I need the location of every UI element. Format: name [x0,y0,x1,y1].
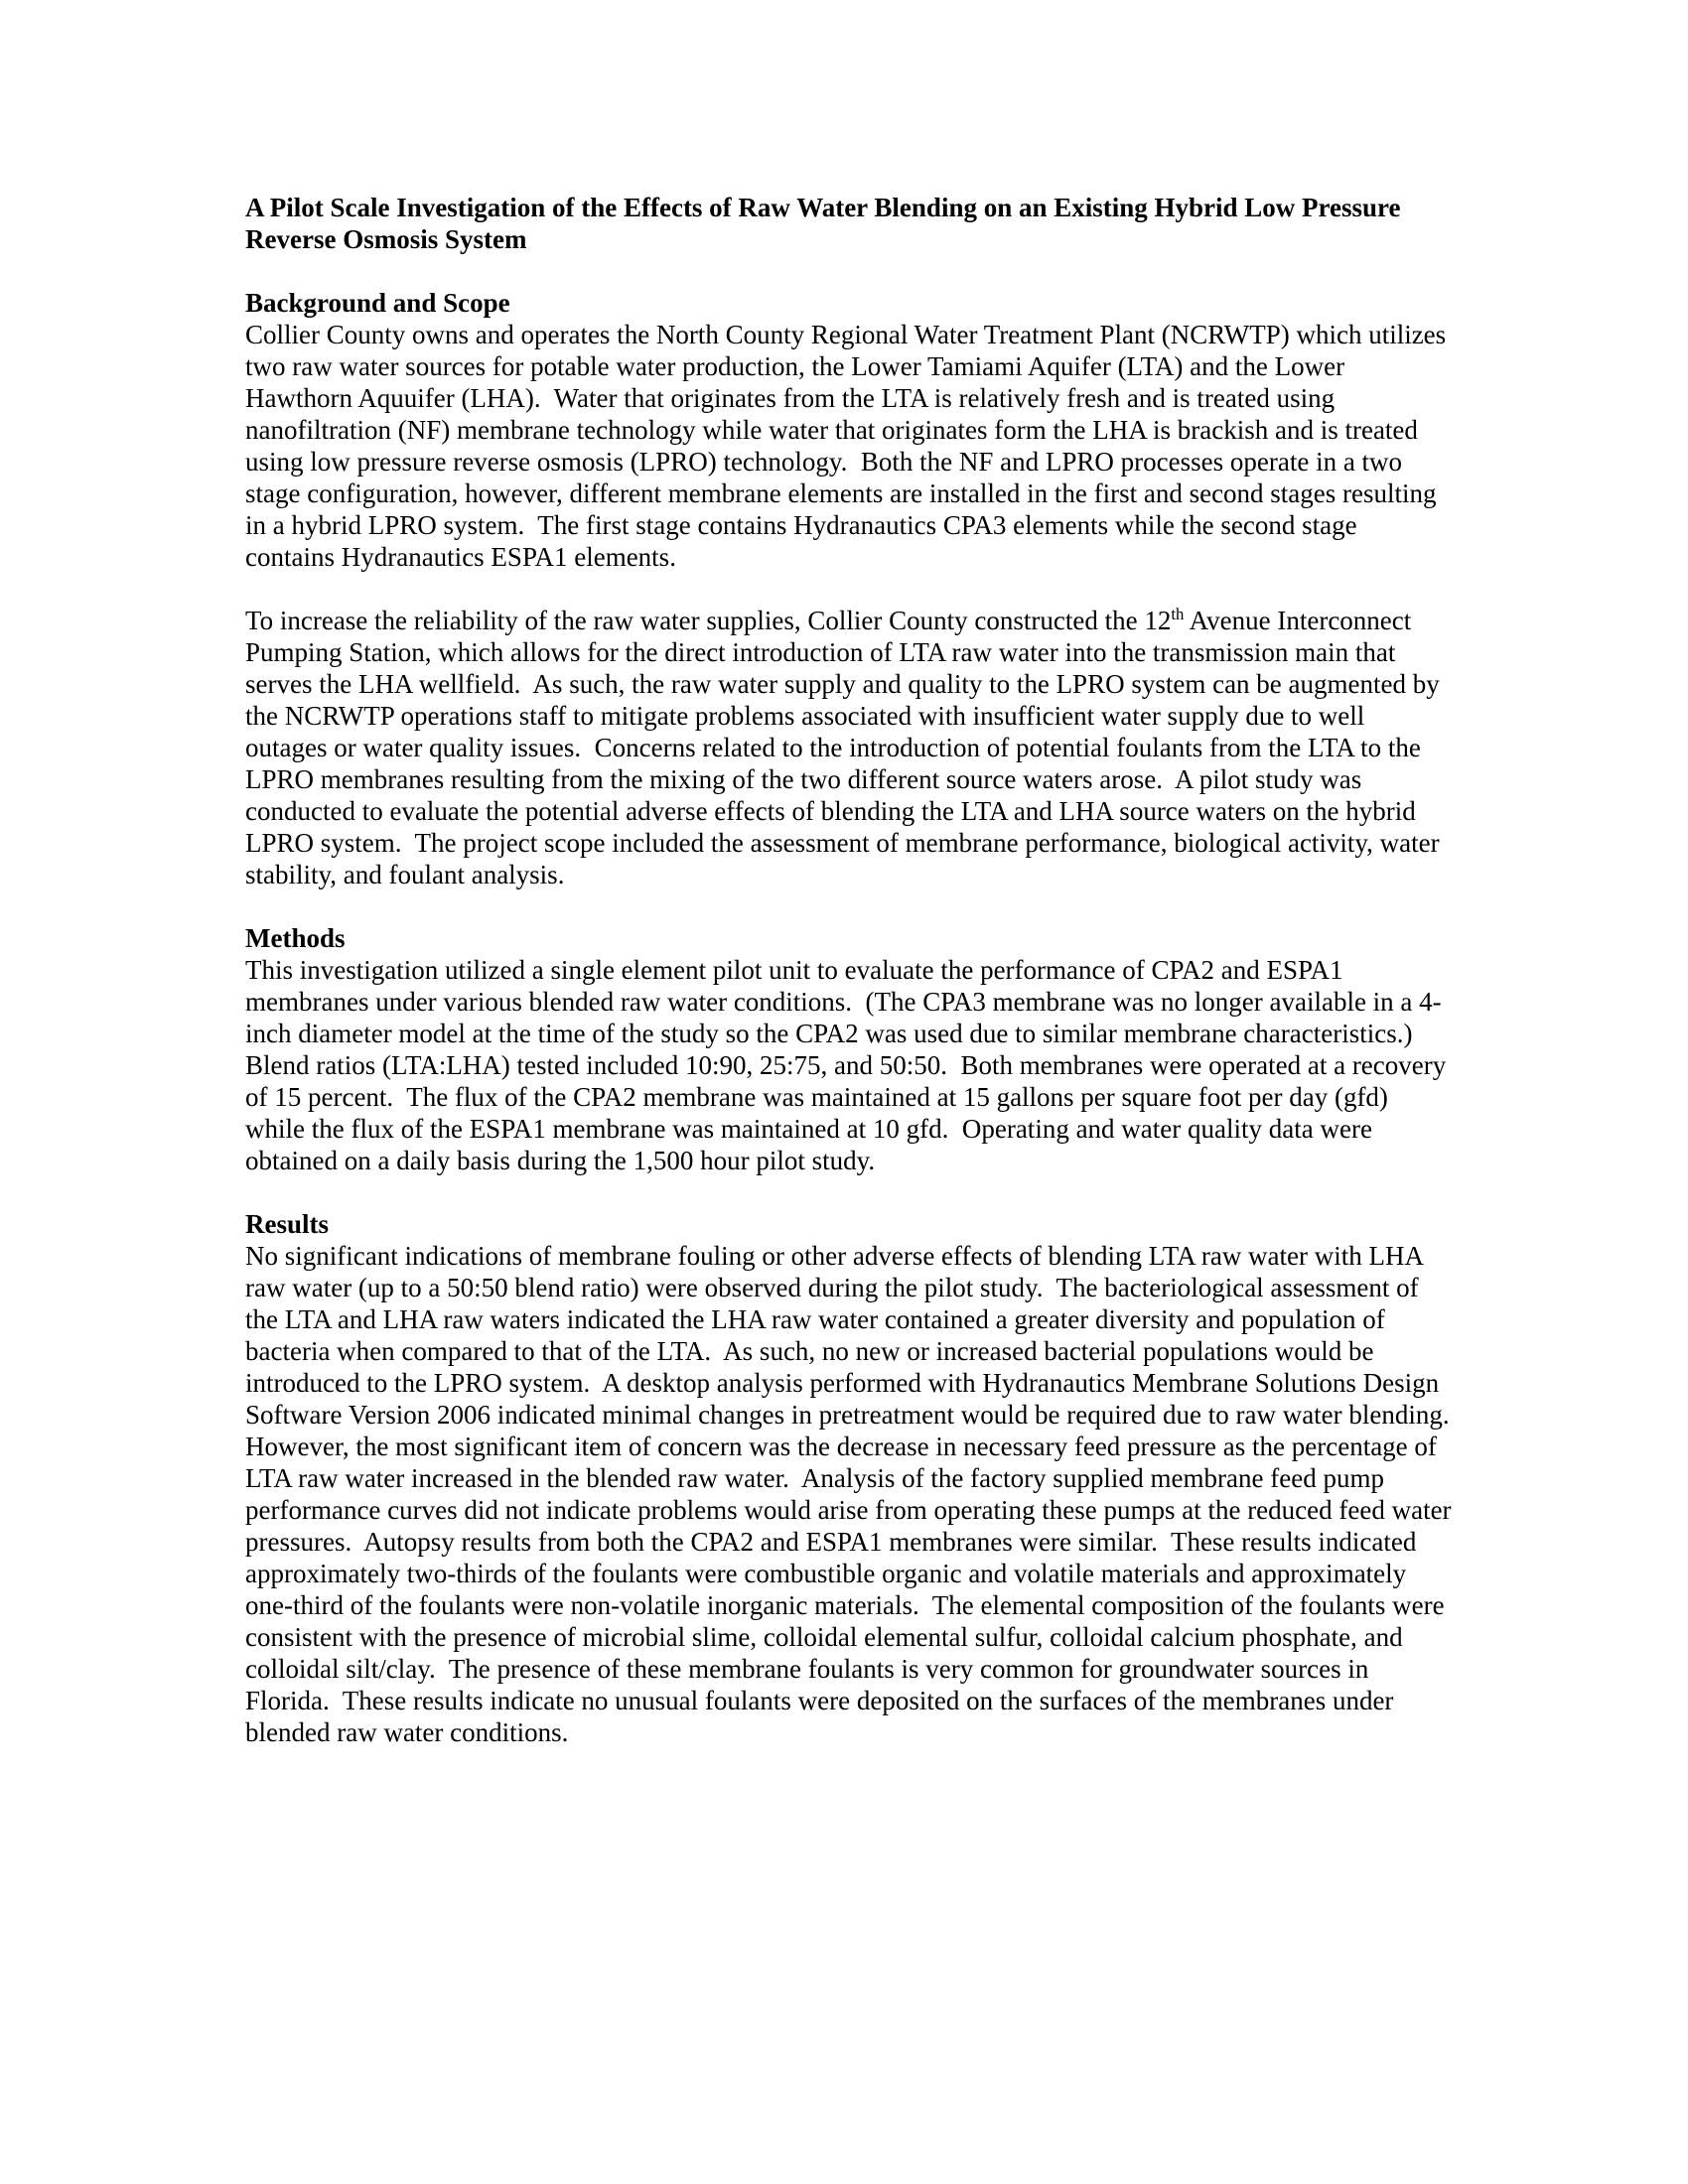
results-paragraph: No significant indications of membrane fouling or other adverse effects of blending LTA raw water with LHA raw water (up to a 50:50 blend ratio) were observed during the pilot study. The bacteriological assessment of the LTA and LHA raw waters indicated the LHA raw water contained a greater diversity and population of bacteria when compared to that of the LTA. As such, no new or increased bacterial populations would be introduced to the LPRO system. A desktop analysis performed with Hydranautics Membrane Solutions Design Software Version 2006 indicated minimal changes in pretreatment would be required due to raw water blending. However, the most significant item of concern was the decrease in necessary feed pressure as the percentage of LTA raw water increased in the blended raw water. Analysis of the factory supplied membrane feed pump performance curves did not indicate problems would arise from operating these pumps at the reduced feed water pressures. Autopsy results from both the CPA2 and ESPA1 membranes were similar. These results indicated approximately two-thirds of the foulants were combustible organic and volatile materials and approximately one-third of the foulants were non-volatile inorganic materials. The elemental composition of the foulants were consistent with the presence of microbial slime, colloidal elemental sulfur, colloidal calcium phosphate, and colloidal silt/clay. The presence of these membrane foulants is very common for groundwater sources in Florida. These results indicate no unusual foulants were deposited on the surfaces of the membranes under blended raw water conditions. [245,1241,1464,1747]
background-paragraph-2-text-pre: To increase the reliability of the raw water supplies, Collier County constructed the 12 [245,606,1172,635]
background-paragraph-2-text-post: Avenue Interconnect Pumping Station, which allows for the direct introduction of LTA raw water into the transmission main that serves the LHA wellfield. As such, the raw water supply and quality to the LPRO system can be augmented by the NCRWTP operations staff to mitigate problems associated with insufficient water supply due to well outages or water quality issues. Concerns related to the introduction of potential foulants from the LTA to the LPRO membranes resulting from the mixing of the two different source waters arose. A pilot study was conducted to evaluate the potential adverse effects of blending the LTA and LHA source waters on the hybrid LPRO system. The project scope included the assessment of membrane performance, biological activity, water stability, and foulant analysis. [245,606,1447,889]
background-paragraph-1: Collier County owns and operates the North County Regional Water Treatment Plant (NCRWTP) which utilizes two raw water sources for potable water production, the Lower Tamiami Aquifer (LTA) and the Lower Hawthorn Aquuifer (LHA). Water that originates from the LTA is relatively fresh and is treated using nanofiltration (NF) membrane technology while water that originates form the LHA is brackish and is treated using low pressure reverse osmosis (LPRO) technology. Both the NF and LPRO processes operate in a two stage configuration, however, different membrane elements are installed in the first and second stages resulting in a hybrid LPRO system. The first stage contains Hydranautics CPA3 elements while the second stage contains Hydranautics ESPA1 elements. [245,320,1453,572]
methods-paragraph: This investigation utilized a single element pilot unit to evaluate the performance of CPA2 and ESPA1 membranes under various blended raw water conditions. (The CPA3 membrane was no longer available in a 4-inch diameter model at the time of the study so the CPA2 was used due to similar membrane characteristics.) Blend ratios (LTA:LHA) tested included 10:90, 25:75, and 50:50. Both membranes were operated at a recovery of 15 percent. The flux of the CPA2 membrane was maintained at 15 gallons per square foot per day (gfd) while the flux of the ESPA1 membrane was maintained at 10 gfd. Operating and water quality data were obtained on a daily basis during the 1,500 hour pilot study. [245,955,1454,1175]
background-paragraph-2 [245,605,1452,890]
ordinal-superscript: th [1171,605,1185,623]
document-content [245,192,1464,1748]
results-heading: Results [245,1209,330,1239]
background-and-scope-heading: Background and Scope [245,288,510,318]
methods-heading: Methods [245,923,346,953]
document-title: A Pilot Scale Investigation of the Effects of Raw Water Blending on an Existing Hybrid Low Pressure Reverse Osmosis System [245,193,1408,254]
